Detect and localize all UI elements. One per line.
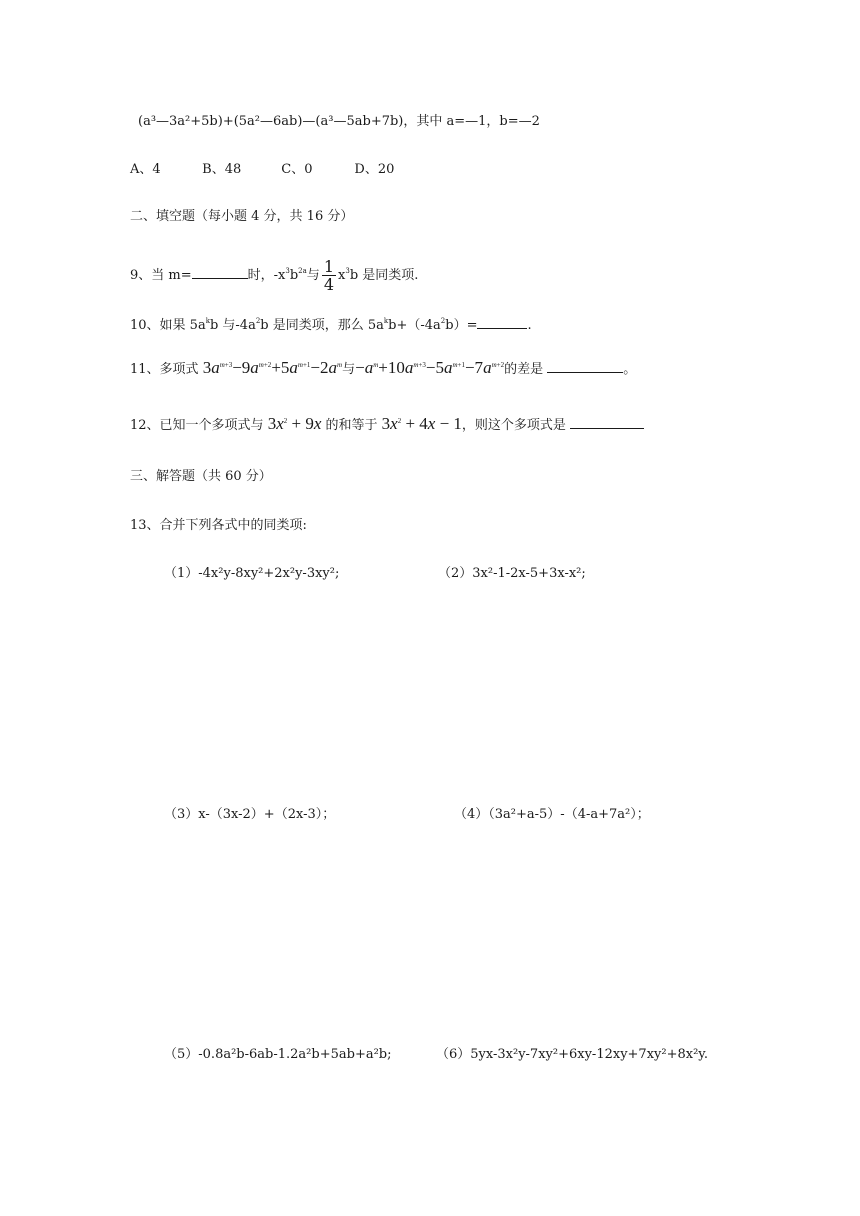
q13-part-6: （6）5yx-3x²y-7xy²+6xy-12xy+7xy²+8x²y. [436, 1047, 709, 1062]
q11-answer-blank[interactable] [547, 359, 623, 373]
question-10: 10、如果 $5a^kb$ 与$-4a^2b$ 是同类项，那么 $5a^kb+(-4a^2b)=$ . [130, 317, 532, 333]
question-11: 11、多项式 $3a^{m+3}-9a^{m+2}+5a^{m+1}-2a^m$与$-a^m+10a^{m+3}-5a^{m+1}-7a^{m+2}$的差是 。 [130, 358, 637, 377]
question-9: 9、当 m= 时，$-x^3b^{2a}$与 $\frac{1}{4}$ $x^3b$ 是同类项. [130, 257, 419, 294]
option-c: C、0 [281, 162, 313, 177]
section-3-title: 三、解答题（共 60 分） [130, 469, 272, 484]
q13-part-4: （4）（3a²+a-5）-（4-a+7a²）； [454, 807, 650, 822]
fraction-one-quarter: $\frac{1}{4}$ [323, 257, 334, 294]
option-b: B、48 [202, 162, 242, 177]
question-13-title: 13、合并下列各式中的同类项: [130, 518, 307, 533]
q13-part-5: （5）-0.8a²b-6ab-1.2a²b+5ab+a²b; [164, 1047, 392, 1062]
q11-polynomial-b: $-a^m+10a^{m+3}-5a^{m+1}-7a^{m+2}$ [355, 358, 505, 377]
q10-answer-blank[interactable] [477, 315, 527, 329]
q9-answer-blank[interactable] [192, 265, 248, 279]
option-a: A、4 [130, 162, 161, 177]
question-12: 12、已知一个多项式与 $3x^2 + 9x$ 的和等于 $3x^2 + 4x - 1$，则这个多项式是 [130, 412, 644, 438]
q12-polynomial-a: $3x^2 + 9x$ [267, 414, 322, 433]
q12-polynomial-b: $3x^2 + 4x - 1$ [381, 414, 462, 433]
q11-polynomial-a: $3a^{m+3}-9a^{m+2}+5a^{m+1}-2a^m$ [202, 358, 343, 377]
option-d: D、20 [354, 162, 395, 177]
q12-answer-blank[interactable] [570, 415, 644, 429]
section-2-title: 二、填空题（每小题 4 分，共 16 分） [130, 209, 354, 224]
q13-part-1: （1）-4x²y-8xy²+2x²y-3xy²; [164, 566, 340, 581]
q13-part-2: （2）3x²-1-2x-5+3x-x²; [438, 566, 586, 581]
q13-part-3: （3）x-（3x-2）+（2x-3）； [164, 807, 336, 822]
answer-options [130, 160, 394, 180]
problem-8-expression: (a³—3a²+5b)+(5a²—6ab)—(a³—5ab+7b)，其中 a=—1，b=—2 [138, 114, 540, 129]
